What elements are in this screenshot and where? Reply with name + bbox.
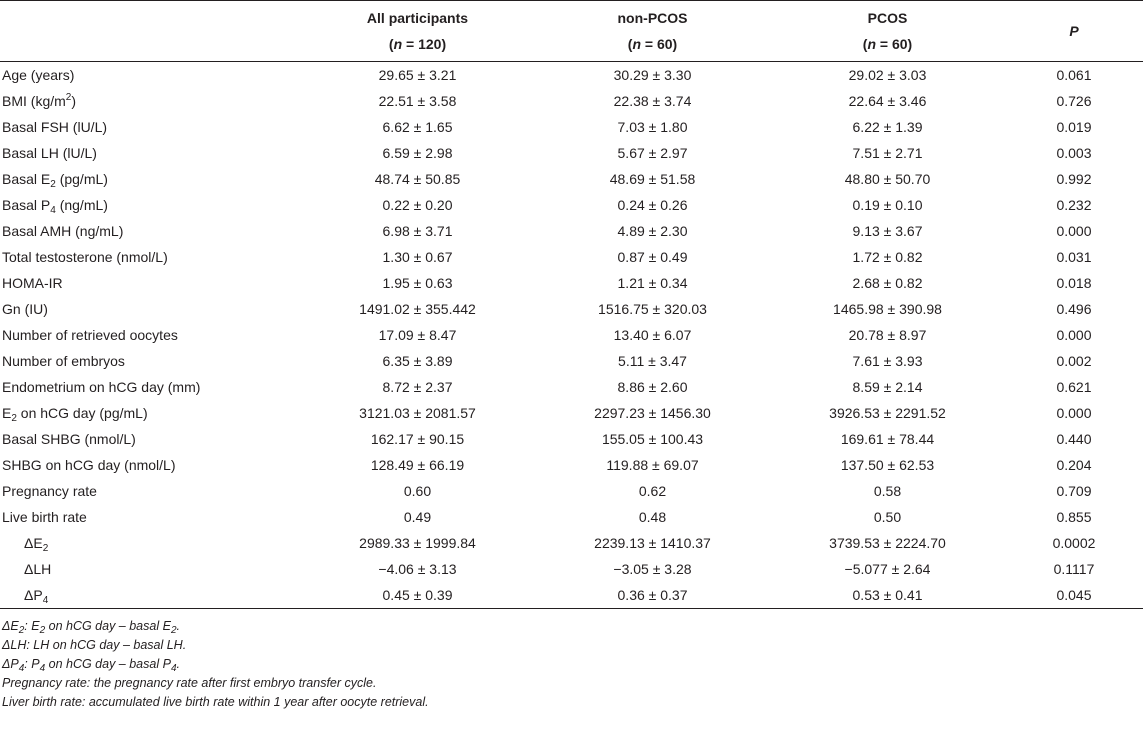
header-pcos-n: (n = 60) [862,36,913,52]
footnote [2,636,1143,655]
footnote [2,617,1143,636]
cell-pcos: 6.22 ± 1.39 [852,119,923,135]
row-label-text: E [2,405,12,421]
row-label-subscript: 4 [42,595,49,606]
table-row [0,400,1143,426]
cell-all-participants: 2989.33 ± 1999.84 [359,535,476,551]
cell-non-pcos: 0.48 [638,509,667,525]
table-row [0,322,1143,348]
cell-pcos: 3926.53 ± 2291.52 [829,405,946,421]
header-all-participants-title: All participants [366,10,469,26]
header-row [0,1,1143,62]
row-label [0,244,300,270]
footnote-text: on hCG day – basal E [45,619,171,633]
row-label-suffix: ) [71,93,77,109]
table-body [0,62,1143,609]
table-row [0,426,1143,452]
cell-all-participants: 6.62 ± 1.65 [382,119,453,135]
row-label [0,374,300,400]
row-label [0,426,300,452]
cell-non-pcos: 7.03 ± 1.80 [617,119,688,135]
cell-all-participants: 0.45 ± 0.39 [300,582,535,609]
cell-non-pcos: 2297.23 ± 1456.30 [594,405,711,421]
row-label-text: Gn (IU) [2,301,48,317]
cell-p-value: 0.709 [1056,483,1092,499]
row-label [0,140,300,166]
table-row [0,62,1143,89]
cell-non-pcos: 30.29 ± 3.30 [613,67,692,83]
footnote-text: : E [24,619,40,633]
footnote-text: on hCG day – basal P [45,657,171,671]
row-label [0,348,300,374]
row-label-text: Basal LH (lU/L) [2,145,97,161]
row-label [0,322,300,348]
cell-pcos: 137.50 ± 62.53 [840,457,935,473]
cell-non-pcos: 0.87 ± 0.49 [617,249,688,265]
cell-non-pcos: 4.89 ± 2.30 [617,223,688,239]
row-label-text: HOMA-IR [2,275,63,291]
row-label-text: Basal AMH (ng/mL) [2,223,124,239]
table-row [0,166,1143,192]
cell-pcos: 29.02 ± 3.03 [848,67,927,83]
footnote-subscript: 4 [170,663,177,674]
cell-all-participants: 0.22 ± 0.20 [382,197,453,213]
cell-all-participants: 162.17 ± 90.15 [370,431,465,447]
cell-non-pcos: −3.05 ± 3.28 [613,561,692,577]
cell-non-pcos: 155.05 ± 100.43 [601,431,704,447]
row-label-subscript: 2 [11,413,17,424]
cell-p-value: 0.1117 [1053,561,1095,577]
row-label [0,114,300,140]
cell-all-participants: 6.98 ± 3.71 [382,223,453,239]
row-label [0,296,300,322]
cell-pcos: 0.50 [873,509,902,525]
cell-p-value: 0.440 [1056,431,1092,447]
row-label [0,270,300,296]
cell-p-value: 0.000 [1056,223,1092,239]
row-label-text: ΔP [24,587,43,603]
row-label-text: Basal E [2,171,51,187]
table-row [0,218,1143,244]
cell-pcos: 0.58 [873,483,902,499]
table-row [0,270,1143,296]
sample-size-symbol: n [632,36,642,52]
cell-pcos: 9.13 ± 3.67 [852,223,923,239]
cell-pcos: 1.72 ± 0.82 [852,249,923,265]
cell-non-pcos: 1.21 ± 0.34 [617,275,688,291]
cell-all-participants: 1.95 ± 0.63 [382,275,453,291]
footnote-subscript: 4 [18,663,25,674]
row-label [0,400,300,426]
header-non-pcos-n: (n = 60) [627,36,678,52]
cell-p-value: 0.000 [1056,405,1092,421]
cell-p-value: 0.204 [1056,457,1092,473]
cell-p-value: 0.061 [1056,67,1092,83]
cell-non-pcos: 8.86 ± 2.60 [617,379,688,395]
header-all-participants [300,1,535,62]
table-row [0,244,1143,270]
footnote-subscript: 2 [39,625,46,636]
table-row [0,530,1143,556]
row-label [0,218,300,244]
row-label-text: Pregnancy rate [2,483,97,499]
cell-non-pcos: 5.11 ± 3.47 [618,353,687,369]
cell-all-participants: 48.74 ± 50.85 [374,171,461,187]
row-label-suffix: (pg/mL) [55,171,108,187]
header-pcos [770,1,1005,62]
row-label-subscript: 4 [50,205,56,216]
cell-all-participants: 17.09 ± 8.47 [378,327,457,343]
cell-non-pcos: 48.69 ± 51.58 [609,171,696,187]
cell-non-pcos: 119.88 ± 69.07 [606,457,699,473]
cell-p-value: 0.045 [1005,582,1143,609]
row-label-subscript: 2 [42,543,49,554]
row-label [0,582,300,609]
cell-p-value: 0.621 [1056,379,1092,395]
cell-all-participants: 6.59 ± 2.98 [382,145,453,161]
table-header [0,1,1143,62]
row-label-text: ΔE [24,535,43,551]
cell-pcos: 8.59 ± 2.14 [852,379,923,395]
cell-p-value: 0.031 [1056,249,1092,265]
row-label-suffix: (ng/mL) [55,197,108,213]
cell-pcos: 48.80 ± 50.70 [844,171,931,187]
row-label-text: Number of embryos [2,353,125,369]
row-label-text: BMI (kg/m [2,93,66,109]
cell-pcos: 22.64 ± 3.46 [848,93,927,109]
row-label [0,166,300,192]
row-label [0,530,300,556]
cell-all-participants: 22.51 ± 3.58 [378,93,457,109]
header-p-value: P [1005,1,1143,62]
cell-non-pcos: 0.62 [638,483,667,499]
row-label-superscript: 2 [65,92,72,103]
table-row [0,88,1143,114]
sample-size-symbol: n [393,36,403,52]
table-row [0,114,1143,140]
footnote-text: ΔP [2,657,19,671]
row-label-text: ΔLH [24,561,52,577]
cell-pcos: 20.78 ± 8.97 [848,327,927,343]
cell-non-pcos: 13.40 ± 6.07 [613,327,692,343]
sample-size-symbol: n [867,36,877,52]
footnote-text: . [176,657,180,671]
row-label-text: Basal SHBG (nmol/L) [2,431,136,447]
table-row [0,348,1143,374]
footnote-text: Liver birth rate: accumulated live birth rate within 1 year after oocyte retrieval. [2,695,429,709]
table-row [0,478,1143,504]
row-label [0,452,300,478]
cell-non-pcos: 0.24 ± 0.26 [617,197,688,213]
cell-all-participants: 6.35 ± 3.89 [382,353,453,369]
row-label-text: Basal P [2,197,51,213]
cell-p-value: 0.726 [1056,93,1092,109]
cell-non-pcos: 0.36 ± 0.37 [535,582,770,609]
cell-pcos: 0.53 ± 0.41 [770,582,1005,609]
cell-pcos: 1465.98 ± 390.98 [833,301,942,317]
footnote-text: : P [24,657,40,671]
footnote-text: Pregnancy rate: the pregnancy rate after first embryo transfer cycle. [2,676,377,690]
cell-pcos: 3739.53 ± 2224.70 [829,535,946,551]
row-label-text: Number of retrieved oocytes [2,327,178,343]
cell-p-value: 0.855 [1056,509,1092,525]
cell-pcos: 169.61 ± 78.44 [840,431,935,447]
row-label-subscript: 2 [50,179,56,190]
cell-pcos: 7.51 ± 2.71 [852,145,923,161]
footnote-subscript: 4 [39,663,46,674]
footnote-text: ΔLH: LH on hCG day – basal LH. [2,638,187,652]
header-pcos-title: PCOS [867,10,908,26]
row-label-suffix: on hCG day (pg/mL) [16,405,148,421]
table-row [0,192,1143,218]
footnote [2,655,1143,674]
footnote-subscript: 2 [18,625,25,636]
header-non-pcos-title: non-PCOS [617,10,688,26]
row-label-text: SHBG on hCG day (nmol/L) [2,457,176,473]
footnote [2,693,1143,712]
table-row [0,140,1143,166]
row-label-text: Total testosterone (nmol/L) [2,249,168,265]
table-row [0,504,1143,530]
cell-non-pcos: 5.67 ± 2.97 [617,145,688,161]
cell-pcos: 2.68 ± 0.82 [852,275,923,291]
cell-non-pcos: 1516.75 ± 320.03 [598,301,707,317]
row-label [0,504,300,530]
cell-all-participants: 0.60 [403,483,432,499]
cell-all-participants: 8.72 ± 2.37 [382,379,453,395]
cell-pcos: −5.077 ± 2.64 [844,561,931,577]
table-row [0,374,1143,400]
cell-all-participants: 128.49 ± 66.19 [370,457,465,473]
header-all-participants-n: (n = 120) [388,36,447,52]
cell-p-value: 0.000 [1056,327,1092,343]
table-row [0,452,1143,478]
cell-all-participants: 0.49 [403,509,432,525]
footnote-subscript: 2 [170,625,177,636]
cell-p-value: 0.019 [1056,119,1092,135]
cell-p-value: 0.992 [1056,171,1092,187]
cell-p-value: 0.003 [1056,145,1092,161]
cell-p-value: 0.018 [1056,275,1092,291]
row-label-text: Age (years) [2,67,75,83]
cell-all-participants: 1491.02 ± 355.442 [359,301,476,317]
row-label [0,62,300,89]
header-non-pcos [535,1,770,62]
footnote [2,674,1143,693]
cell-pcos: 0.19 ± 0.10 [852,197,923,213]
cell-p-value: 0.496 [1056,301,1092,317]
cell-non-pcos: 2239.13 ± 1410.37 [594,535,711,551]
row-label [0,556,300,582]
cell-p-value: 0.232 [1056,197,1092,213]
footnote-text: ΔE [2,619,19,633]
cell-p-value: 0.002 [1056,353,1092,369]
cell-non-pcos: 22.38 ± 3.74 [613,93,692,109]
table-row [0,556,1143,582]
cell-all-participants: −4.06 ± 3.13 [378,561,457,577]
cell-all-participants: 3121.03 ± 2081.57 [359,405,476,421]
row-label-text: Live birth rate [2,509,87,525]
cell-all-participants: 1.30 ± 0.67 [382,249,453,265]
row-label-text: Basal FSH (lU/L) [2,119,108,135]
cell-pcos: 7.61 ± 3.93 [852,353,923,369]
footnote-text: . [176,619,180,633]
cell-all-participants: 29.65 ± 3.21 [378,67,457,83]
row-label [0,478,300,504]
table-row [0,582,1143,609]
row-label [0,192,300,218]
row-label-text: Endometrium on hCG day (mm) [2,379,201,395]
table-footnotes [0,609,1143,712]
header-label-col [0,1,300,62]
cell-p-value: 0.0002 [1052,535,1096,551]
row-label [0,88,300,114]
table-row [0,296,1143,322]
